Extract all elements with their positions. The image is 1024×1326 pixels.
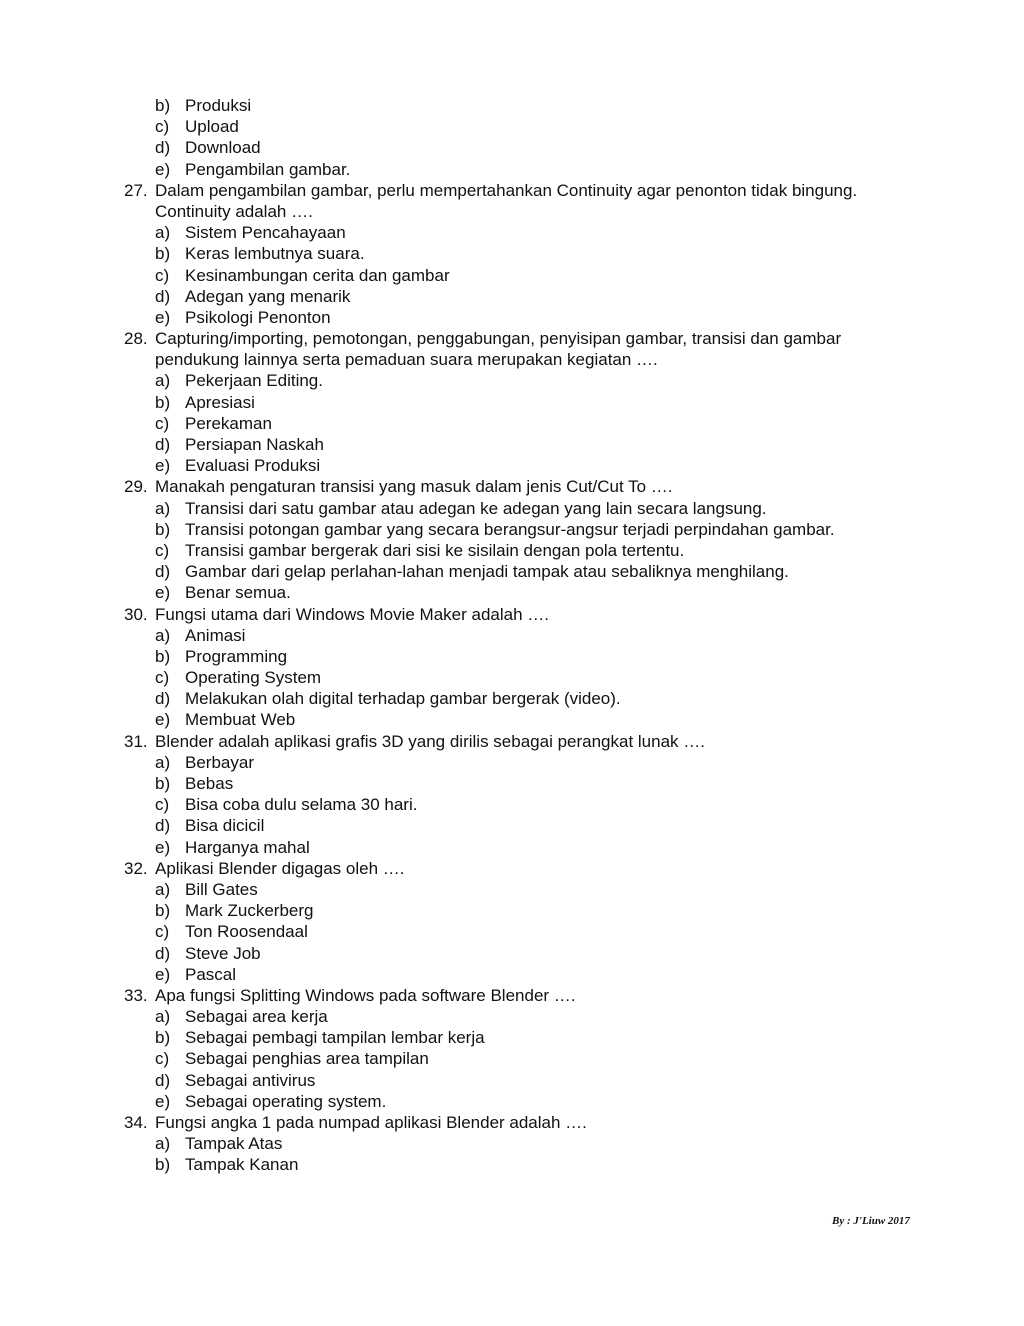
answer-option [124,243,944,264]
option-text: Membuat Web [185,710,296,730]
question-text: Fungsi angka 1 pada numpad aplikasi Blender adalah …. [155,1113,587,1132]
option-text: Sebagai pembagi tampilan lembar kerja [185,1028,485,1048]
option-letter: c) [155,540,170,560]
option-text: Animasi [185,625,246,645]
option-text: Sistem Pencahayaan [185,223,346,243]
option-letter: d) [155,435,171,454]
question-line [124,328,944,349]
answer-option [124,1048,944,1069]
question-number: 33. [124,985,148,1005]
option-text: Sebagai operating system. [185,1091,387,1111]
option-letter: d) [155,1070,171,1090]
answer-option [124,455,944,476]
option-text: Upload [185,117,239,137]
answer-option [124,561,944,582]
answer-option [124,752,944,773]
answer-option [124,688,944,709]
answer-option [124,159,944,180]
answer-option [124,1091,944,1112]
answer-option [124,794,944,815]
question-text: Continuity adalah …. [155,201,313,221]
answer-option [124,921,944,942]
answer-option [124,307,944,328]
option-text: Keras lembutnya suara. [185,244,365,264]
option-letter: c) [155,922,170,942]
question-number: 30. [124,604,148,624]
question-number: 34. [124,1113,148,1132]
question-text: pendukung lainnya serta pemaduan suara merupakan kegiatan …. [155,350,658,370]
footer-credit: By : J'Liuw 2017 [832,1215,910,1227]
answer-option [124,837,944,858]
option-letter: b) [155,96,171,115]
option-text: Gambar dari gelap perlahan-lahan menjadi tampak atau sebaliknya menghilang. [185,562,789,582]
option-letter: b) [155,1028,171,1048]
answer-option [124,709,944,730]
option-letter: e) [155,710,171,730]
answer-option [124,1006,944,1027]
answer-option [124,900,944,921]
answer-option [124,519,944,540]
option-text: Steve Job [185,943,261,963]
option-text: Sebagai antivirus [185,1070,316,1090]
question-number: 27. [124,180,148,200]
option-text: Bill Gates [185,879,258,899]
question-number: 32. [124,858,148,878]
option-letter: e) [155,456,171,476]
answer-option [124,667,944,688]
option-text: Mark Zuckerberg [185,901,314,921]
option-letter: d) [155,286,171,306]
option-text: Persiapan Naskah [185,435,324,454]
option-letter: b) [155,1155,171,1175]
answer-option [124,498,944,519]
answer-option [124,646,944,667]
question-number: 29. [124,477,148,497]
option-text: Kesinambungan cerita dan gambar [185,265,450,285]
option-text: Bisa coba dulu selama 30 hari. [185,795,418,815]
answer-option [124,1070,944,1091]
answer-option [124,95,944,116]
answer-option [124,222,944,243]
option-letter: c) [155,1049,170,1069]
answer-option [124,1133,944,1154]
answer-option [124,116,944,137]
option-letter: b) [155,519,171,539]
answer-option [124,413,944,434]
option-letter: a) [155,371,171,391]
answer-option [124,370,944,391]
option-letter: e) [155,964,171,984]
option-text: Download [185,138,261,158]
option-text: Bisa dicicil [185,816,265,836]
option-letter: d) [155,138,171,158]
option-text: Pekerjaan Editing. [185,371,323,391]
option-letter: d) [155,816,171,836]
option-letter: c) [155,265,170,285]
question-number: 31. [124,731,148,751]
answer-option [124,1027,944,1048]
option-letter: e) [155,583,171,603]
option-text: Apresiasi [185,392,255,412]
question-text-continued [124,349,944,370]
option-letter: e) [155,837,171,857]
option-text: Transisi gambar bergerak dari sisi ke sisilain dengan pola tertentu. [185,540,685,560]
answer-option [124,286,944,307]
question-line [124,731,944,752]
answer-option [124,943,944,964]
option-letter: a) [155,752,171,772]
option-letter: a) [155,1007,171,1027]
option-letter: a) [155,223,171,243]
option-text: Pengambilan gambar. [185,159,351,179]
option-text: Psikologi Penonton [185,307,331,327]
option-text: Sebagai penghias area tampilan [185,1049,429,1069]
question-number: 28. [124,329,148,349]
question-list [124,95,944,1176]
answer-option [124,137,944,158]
option-letter: c) [155,117,170,137]
answer-option [124,773,944,794]
option-text: Tampak Kanan [185,1155,299,1175]
question-line [124,1112,944,1133]
question-line [124,604,944,625]
option-text: Transisi potongan gambar yang secara berangsur-angsur terjadi perpindahan gambar. [185,519,835,539]
option-text: Perekaman [185,413,272,433]
option-letter: c) [155,413,170,433]
question-text: Aplikasi Blender digagas oleh …. [155,858,405,878]
option-text: Produksi [185,96,252,115]
answer-option [124,392,944,413]
option-letter: b) [155,774,171,793]
answer-option [124,434,944,455]
option-text: Transisi dari satu gambar atau adegan ke adegan yang lain secara langsung. [185,498,767,518]
question-text: Capturing/importing, pemotongan, penggabungan, penyisipan gambar, transisi dan gambar [155,329,842,349]
question-line [124,858,944,879]
option-text: Melakukan olah digital terhadap gambar bergerak (video). [185,689,621,709]
option-letter: b) [155,392,171,412]
option-text: Harganya mahal [185,837,310,857]
option-text: Ton Roosendaal [185,922,308,942]
option-text: Benar semua. [185,583,291,603]
option-letter: e) [155,307,171,327]
option-letter: c) [155,668,170,688]
option-letter: a) [155,625,171,645]
option-text: Berbayar [185,752,254,772]
option-text: Bebas [185,774,234,793]
option-letter: e) [155,159,171,179]
option-letter: a) [155,879,171,899]
option-letter: d) [155,562,171,582]
option-letter: a) [155,1134,171,1154]
question-text: Apa fungsi Splitting Windows pada software Blender …. [155,985,576,1005]
option-text: Pascal [185,964,237,984]
answer-option [124,1154,944,1175]
option-text: Programming [185,646,288,666]
answer-option [124,582,944,603]
answer-option [124,879,944,900]
question-text: Manakah pengaturan transisi yang masuk dalam jenis Cut/Cut To …. [155,477,673,497]
option-text: Tampak Atas [185,1134,283,1154]
answer-option [124,964,944,985]
option-text: Evaluasi Produksi [185,456,321,476]
question-text: Fungsi utama dari Windows Movie Maker adalah …. [155,604,549,624]
option-letter: a) [155,498,171,518]
answer-option [124,540,944,561]
option-text: Adegan yang menarik [185,286,351,306]
option-text: Operating System [185,668,322,688]
question-line [124,476,944,497]
option-text: Sebagai area kerja [185,1007,328,1027]
option-letter: d) [155,943,171,963]
answer-option [124,815,944,836]
option-letter: d) [155,689,171,709]
option-letter: b) [155,244,171,264]
question-text-continued [124,201,944,222]
question-text: Dalam pengambilan gambar, perlu mempertahankan Continuity agar penonton tidak bingung. [155,180,858,200]
question-line [124,180,944,201]
option-letter: b) [155,901,171,921]
option-letter: c) [155,795,170,815]
question-text: Blender adalah aplikasi grafis 3D yang dirilis sebagai perangkat lunak …. [155,731,705,751]
answer-option [124,265,944,286]
question-line [124,985,944,1006]
option-letter: e) [155,1091,171,1111]
option-letter: b) [155,646,171,666]
answer-option [124,625,944,646]
